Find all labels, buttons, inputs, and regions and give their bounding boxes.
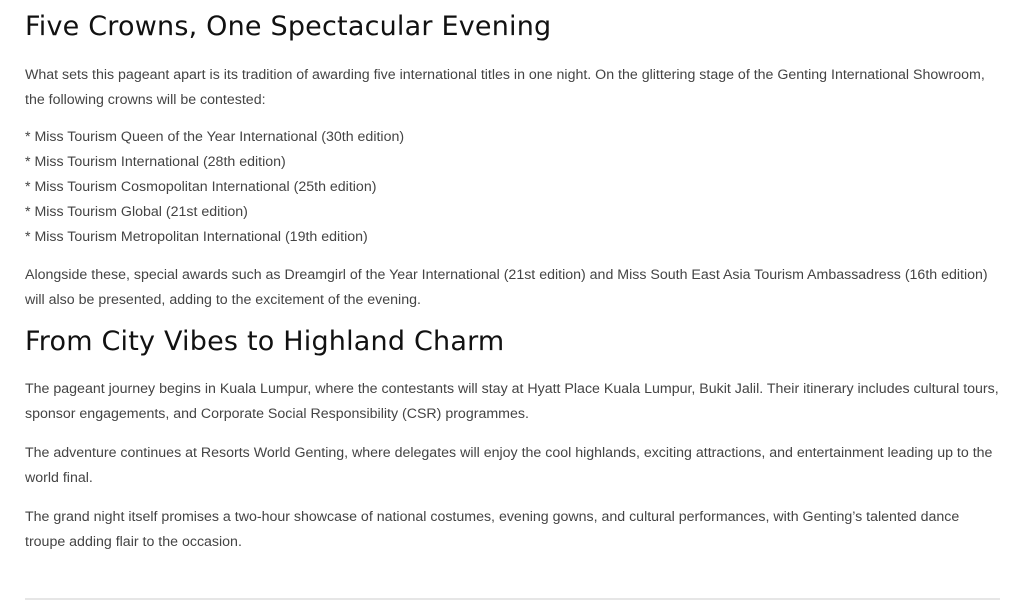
list-item: * Miss Tourism Queen of the Year International (30th edition) xyxy=(25,129,405,145)
grand-night-paragraph: The grand night itself promises a two-hour showcase of national costumes, evening gowns, and cultural performances, with Genting’s talented dance troupe adding flair to the occasion. xyxy=(25,509,960,550)
list-item: * Miss Tourism International (28th edition) xyxy=(25,154,286,170)
adventure-paragraph: The adventure continues at Resorts World Genting, where delegates will enjoy the cool highlands, exciting attractions, and entertainment leading up to the world final. xyxy=(25,445,993,486)
list-item: * Miss Tourism Cosmopolitan International (25th edition) xyxy=(25,179,377,195)
journey-paragraph: The pageant journey begins in Kuala Lumpur, where the contestants will stay at Hyatt Place Kuala Lumpur, Bukit Jalil. Their itinerary includes cultural tours, sponsor engagements, and Corporate Social Responsibility (CSR) programmes. xyxy=(25,381,999,422)
article-body xyxy=(25,0,1000,555)
intro-paragraph: What sets this pageant apart is its tradition of awarding five international titles in one night. On the glittering stage of the Genting International Showroom, the following crowns will be contested: xyxy=(25,67,985,108)
section-heading-five-crowns: Five Crowns, One Spectacular Evening xyxy=(25,11,552,42)
content-divider xyxy=(25,598,1000,600)
list-item: * Miss Tourism Global (21st edition) xyxy=(25,204,248,220)
special-awards-paragraph: Alongside these, special awards such as Dreamgirl of the Year International (21st edition) and Miss South East Asia Tourism Ambassadress (16th edition) will also be presented, adding to the excitement of the evening. xyxy=(25,267,988,308)
list-item: * Miss Tourism Metropolitan International (19th edition) xyxy=(25,229,368,245)
section-heading-city-vibes: From City Vibes to Highland Charm xyxy=(25,326,505,357)
crowns-list xyxy=(25,125,1000,250)
